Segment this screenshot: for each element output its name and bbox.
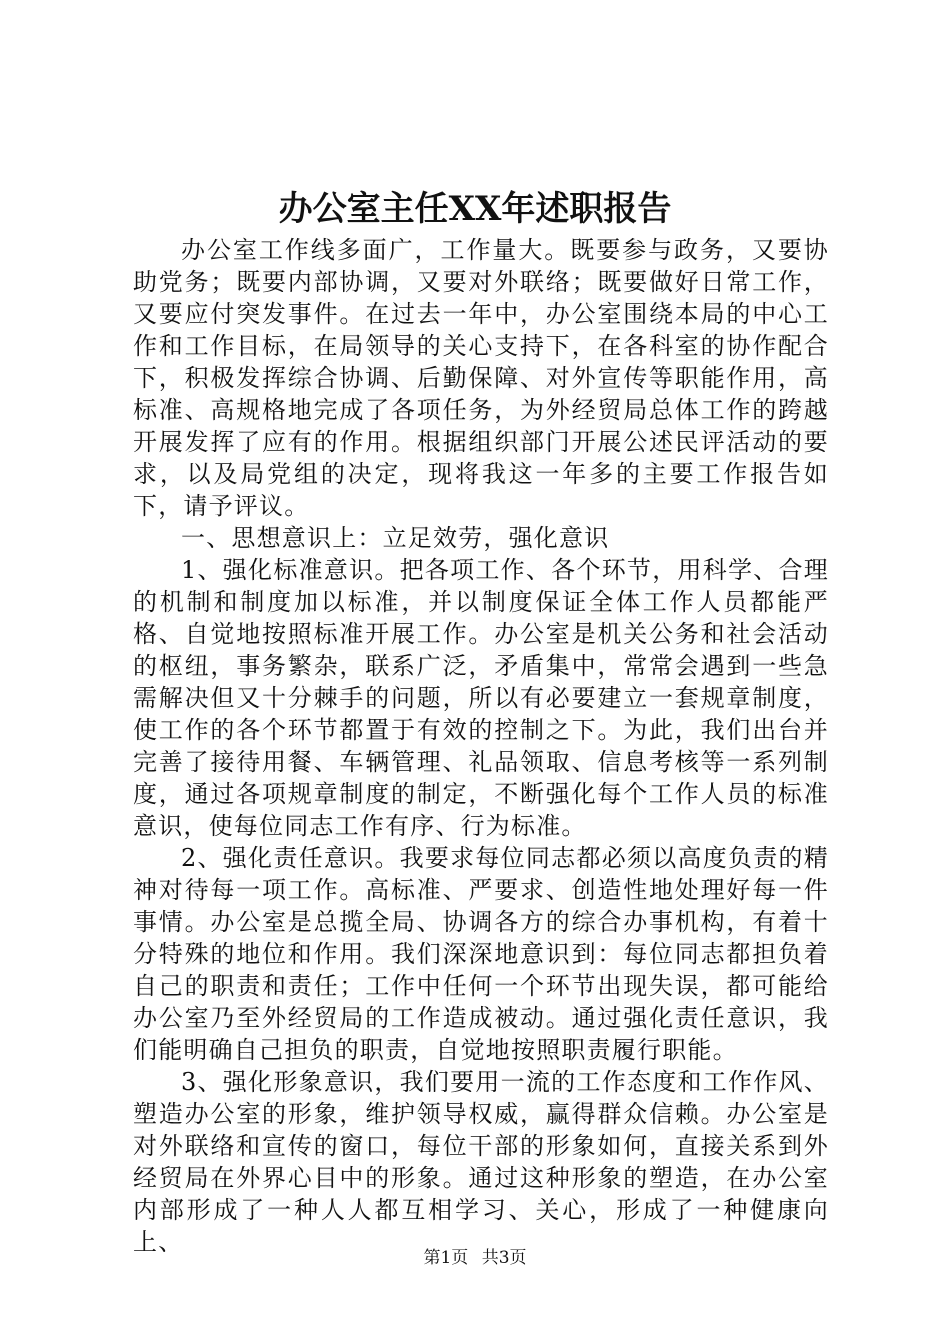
document-title: 办公室主任XX年述职报告 [278, 189, 672, 229]
page-footer [0, 1246, 950, 1270]
section-heading: 一、思想意识上：立足效劳，强化意识 [181, 524, 610, 552]
page-number: 第1页 [423, 1248, 469, 1268]
paragraph-image-awareness: 3、强化形象意识，我们要用一流的工作态度和工作作风、塑造办公室的形象，维护领导权威，赢得群众信赖。办公室是对外联络和宣传的窗口，每位干部的形象如何，直接关系到外经贸局在外界心目中的形象。通过这种形象的塑造，在办公室内部形成了一种人人都互相学习、关心，形成了一种健康向上、 [133, 1068, 829, 1256]
page-total: 共3页 [481, 1248, 527, 1268]
paragraph-standard-awareness: 1、强化标准意识。把各项工作、各个环节，用科学、合理的机制和制度加以标准，并以制度保证全体工作人员都能严格、自觉地按照标准开展工作。办公室是机关公务和社会活动的枢纽，事务繁杂，联系广泛，矛盾集中，常常会遇到一些急需解决但又十分棘手的问题，所以有必要建立一套规章制度，使工作的各个环节都置于有效的控制之下。为此，我们出台并完善了接待用餐、车辆管理、礼品领取、信息考核等一系列制度，通过各项规章制度的制定，不断强化每个工作人员的标准意识，使每位同志工作有序、行为标准。 [133, 556, 829, 840]
intro-paragraph: 办公室工作线多面广，工作量大。既要参与政务，又要协助党务；既要内部协调，又要对外联络；既要做好日常工作，又要应付突发事件。在过去一年中，办公室围绕本局的中心工作和工作目标，在局领导的关心支持下，在各科室的协作配合下，积极发挥综合协调、后勤保障、对外宣传等职能作用，高标准、高规格地完成了各项任务，为外经贸局总体工作的跨越开展发挥了应有的作用。根据组织部门开展公述民评活动的要求，以及局党组的决定，现将我这一年多的主要工作报告如下，请予评议。 [133, 236, 829, 520]
paragraph-responsibility-awareness: 2、强化责任意识。我要求每位同志都必须以高度负责的精神对待每一项工作。高标准、严要求、创造性地处理好每一件事情。办公室是总揽全局、协调各方的综合办事机构，有着十分特殊的地位和作用。我们深深地意识到：每位同志都担负着自己的职责和责任；工作中任何一个环节出现失误，都可能给办公室乃至外经贸局的工作造成被动。通过强化责任意识，我们能明确自己担负的职责，自觉地按照职责履行职能。 [133, 844, 829, 1064]
document-body [133, 234, 829, 1258]
